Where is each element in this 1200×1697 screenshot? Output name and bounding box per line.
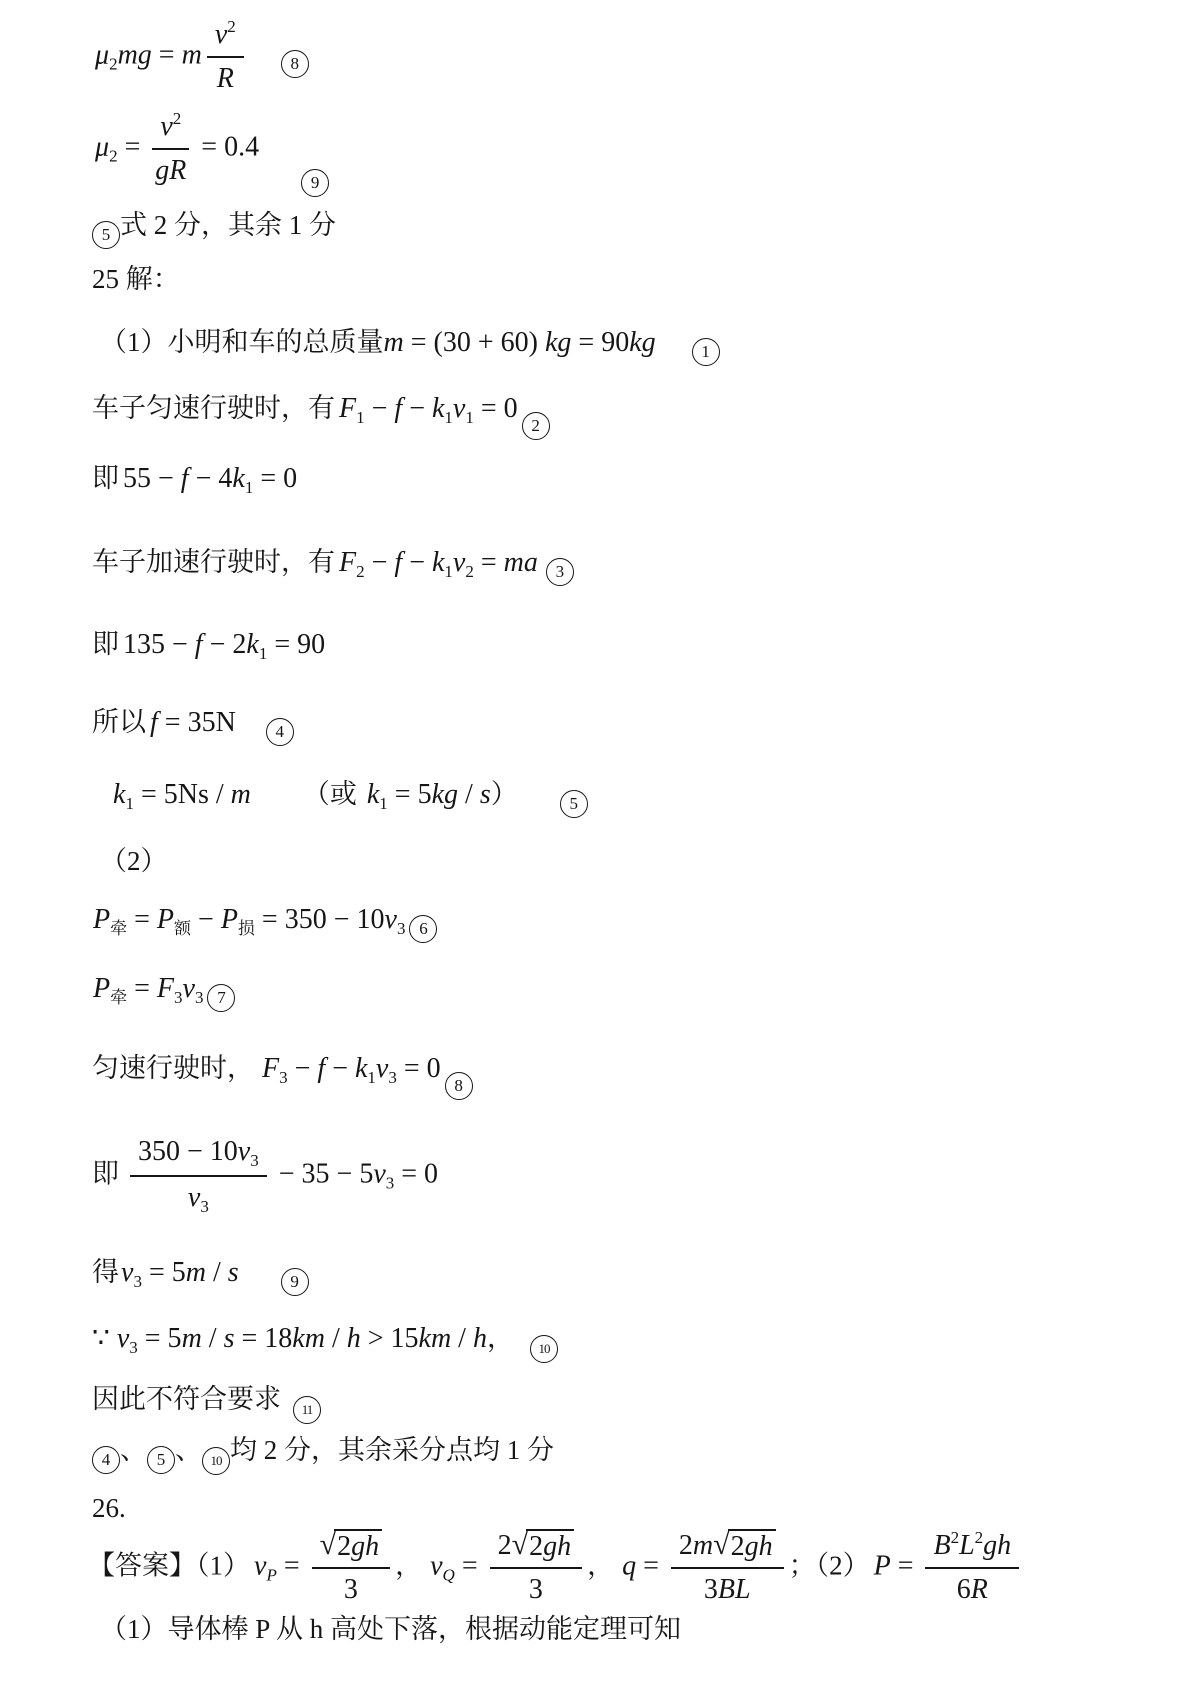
circled-number-3: 3 (546, 558, 574, 586)
eq-v3-result: 得$v_3 = 5m / s$ 9 (92, 1255, 309, 1296)
circled-number-11: 11 (293, 1396, 321, 1424)
circled-number-5: 5 (92, 221, 120, 249)
circled-number-9: 9 (301, 169, 329, 197)
text-26-explanation: （1）导体棒 P 从 h 高处下落，根据动能定理可知 (100, 1614, 682, 1644)
eq-k1-result: $k_1 = 5Ns / m$ （或 $k_1 = 5kg / s$） 5 (113, 777, 588, 818)
part-2-label: （2） (100, 846, 168, 876)
circled-number-6: 6 (409, 915, 437, 943)
grading-note-24: 5 式 2 分，其余 1 分 (92, 208, 336, 249)
text-uniform-driving-2: 匀速行驶时， $F_3 - f - k_1v_3 = 08$ (92, 1051, 473, 1092)
circled-number-10: 10 (530, 1335, 558, 1363)
circled-number-2: 2 (522, 412, 550, 440)
circled-number-4: 4 (92, 1446, 120, 1474)
eq-55-simplified: 即 $55 - f - 4k_1 = 0$ (92, 463, 298, 497)
text-accelerated-driving: 车子加速行驶时，有 $F_2 - f - k_1v_2$ = ma 3 (92, 545, 574, 586)
problem-26-header: 26. (92, 1493, 126, 1523)
eq-mu2-value: $\mu_2$ = $\frac{v^2}{gR}$ = 0.49 (95, 108, 329, 190)
eq-power-balance: $P_牵 = P_额 - P_损 = 350 - 10v_3$ 6 (93, 902, 437, 943)
circled-number-5: 5 (147, 1446, 175, 1474)
eq-total-mass: （1）小明和车的总质量m = (30 + 60) kg = 90kg 1 (100, 325, 720, 366)
square-root-symbol: √ (319, 1527, 337, 1561)
eq-mu2-mg: $\mu_2mg = m$ $\frac{v^2}{R}$ 8 (95, 16, 309, 98)
circled-number-7: 7 (207, 984, 235, 1012)
circled-number-1: 1 (692, 338, 720, 366)
eq-velocity-equation: 即 $\frac{350 - 10v_3}{v_3}$ − $35 - 5v_3 = 0$ (92, 1136, 439, 1217)
circled-number-8: 8 (445, 1072, 473, 1100)
conclusion-not-meet: 因此不符合要求 11 (92, 1382, 321, 1424)
grading-note-25: 4 、 5 、 10 均 2 分，其余采分点均 1 分 (92, 1433, 554, 1475)
eq-friction-result: 所以 f = 35N 4 (92, 705, 294, 746)
square-root-symbol: √ (713, 1527, 730, 1561)
eq-135-simplified: 即 $135 - f - 2k_1 = 90$ (92, 629, 326, 663)
circled-number-4: 4 (266, 718, 294, 746)
circled-number-8: 8 (281, 50, 309, 78)
answer-26-results: 【答案】（1） $v_P$ = √ 2gh 3 ， $v_Q$ = 2 √ 2gh 3 ， q = 2m √ 2gh 3BL ；（2） P = $\frac{B^2L^2gh}{6R}$ (88, 1527, 1024, 1609)
problem-25-header: 25 解： (92, 264, 180, 294)
text-uniform-driving: 车子匀速行驶时，有 $F_1 - f - k_1v_1 = 02$ (92, 391, 550, 432)
eq-traction-power: $P_牵 = F_3v_3$ 7 (93, 971, 235, 1012)
square-root-symbol: √ (511, 1527, 529, 1561)
eq-v3-comparison: ∵ $v_3 = 5m / s = 18km / h > 15km / h$， 10 (92, 1321, 558, 1363)
circled-number-5: 5 (560, 790, 588, 818)
circled-number-10: 10 (202, 1447, 230, 1475)
circled-number-9: 9 (281, 1268, 309, 1296)
